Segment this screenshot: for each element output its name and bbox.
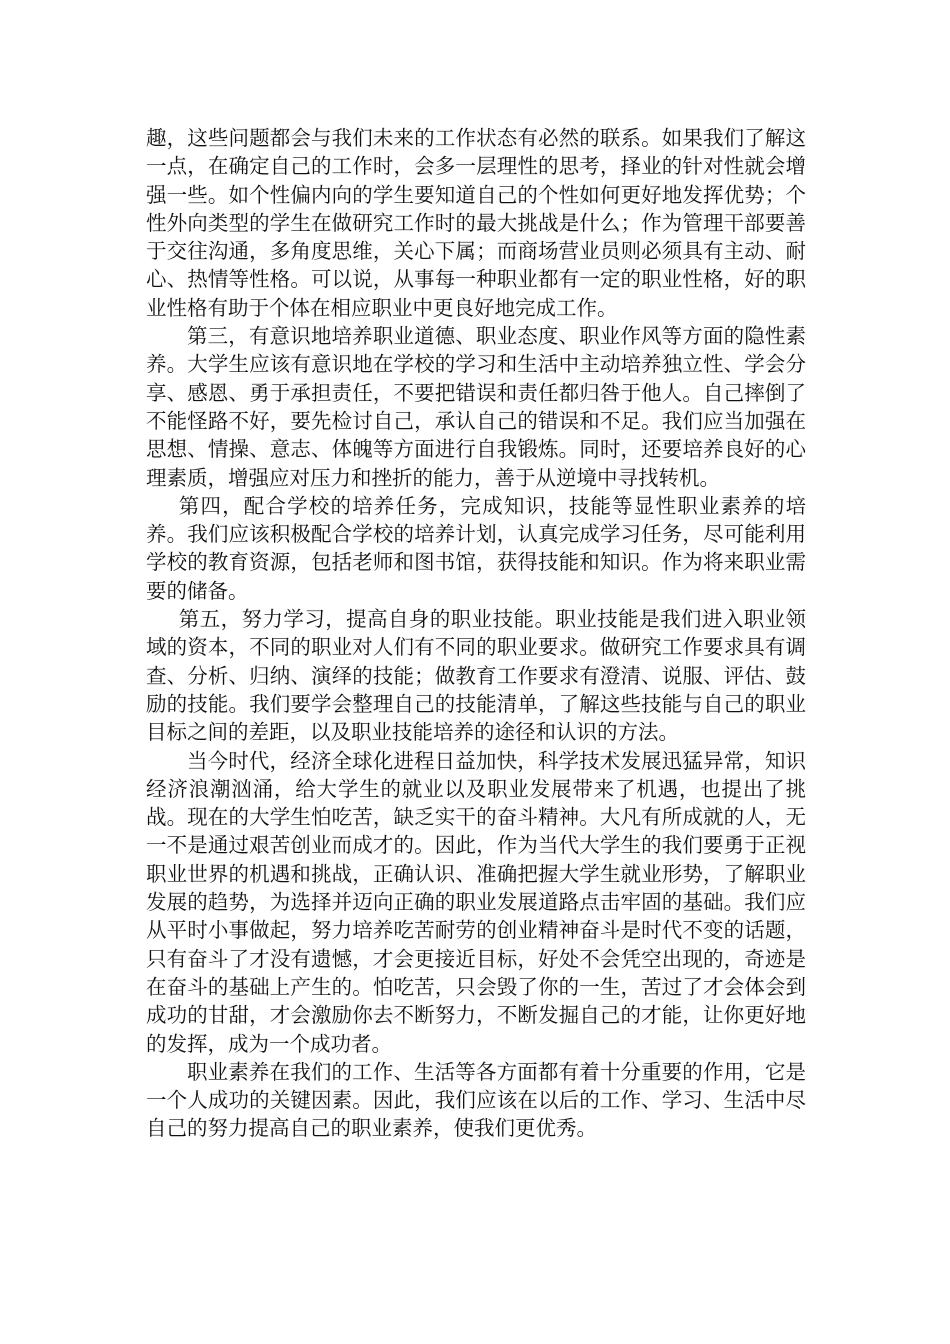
paragraph-conclusion: 职业素养在我们的工作、生活等各方面都有着十分重要的作用，它是一个人成功的关键因素。因此，我们应该在以后的工作、学习、生活中尽自己的努力提高自己的职业素养，使我们更优秀。: [146, 1059, 806, 1141]
document-page: [146, 124, 806, 1143]
paragraph-fifth-point: 第五，努力学习，提高自身的职业技能。职业技能是我们进入职业领域的资本，不同的职业对人们有不同的职业要求。做研究工作要求具有调查、分析、归纳、演绎的技能；做教育工作要求有澄清、说服、评估、鼓励的技能。我们要学会整理自己的技能清单，了解这些技能与自己的职业目标之间的差距，以及职业技能培养的途径和认识的方法。: [146, 607, 806, 745]
paragraph-fourth-point: 第四，配合学校的培养任务，完成知识，技能等显性职业素养的培养。我们应该积极配合学校的培养计划，认真完成学习任务，尽可能利用学校的教育资源，包括老师和图书馆，获得技能和知识。作为将来职业需要的储备。: [146, 493, 806, 603]
paragraph-current-era: 当今时代，经济全球化进程日益加快，科学技术发展迅猛异常，知识经济浪潮汹涌，给大学生的就业以及职业发展带来了机遇，也提出了挑战。现在的大学生怕吃苦，缺乏实干的奋斗精神。大凡有所成就的人，无一不是通过艰苦创业而成才的。因此，作为当代大学生的我们要勇于正视职业世界的机遇和挑战，正确认识、准确把握大学生就业形势，了解职业发展的趋势，为选择并迈向正确的职业发展道路点击牢固的基础。我们应从平时小事做起，努力培养吃苦耐劳的创业精神奋斗是时代不变的话题，只有奋斗了才没有遗憾，才会更接近目标，好处不会凭空出现的，奇迹是在奋斗的基础上产生的。怕吃苦，只会毁了你的一生，苦过了才会体会到成功的甘甜，才会激励你去不断努力，不断发掘自己的才能，让你更好地的发挥，成为一个成功者。: [146, 748, 806, 1056]
paragraph-third-point: 第三，有意识地培养职业道德、职业态度、职业作风等方面的隐性素养。大学生应该有意识地在学校的学习和生活中主动培养独立性、学会分享、感恩、勇于承担责任，不要把错误和责任都归咎于他人。自己摔倒了不能怪路不好，要先检讨自己，承认自己的错误和不足。我们应当加强在思想、情操、意志、体魄等方面进行自我锻炼。同时，还要培养良好的心理素质，增强应对压力和挫折的能力，善于从逆境中寻找转机。: [146, 324, 806, 490]
paragraph-continued: 趣，这些问题都会与我们未来的工作状态有必然的联系。如果我们了解这一点，在确定自己的工作时，会多一层理性的思考，择业的针对性就会增强一些。如个性偏内向的学生要知道自己的个性如何更好地发挥优势；个性外向类型的学生在做研究工作时的最大挑战是什么；作为管理干部要善于交往沟通，多角度思维，关心下属；而商场营业员则必须具有主动、耐心、热情等性格。可以说，从事每一种职业都有一定的职业性格，好的职业性格有助于个体在相应职业中更良好地完成工作。: [146, 126, 806, 320]
